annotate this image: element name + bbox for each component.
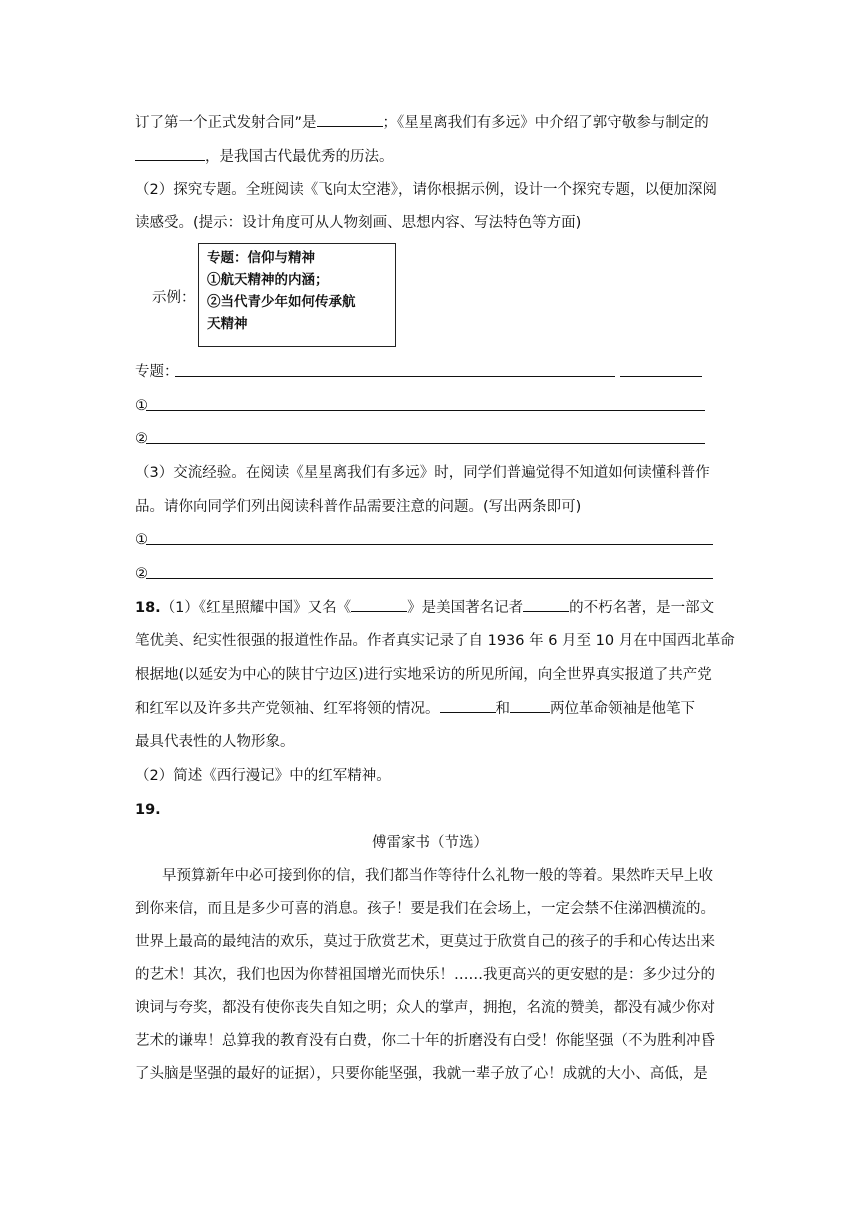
- topic-answer-line-2[interactable]: [620, 376, 702, 377]
- item-marker: ②: [135, 431, 148, 447]
- passage-line: 谀词与夸奖，都没有使你丧失自知之明；众人的掌声，拥抱，名流的赞美，都没有减少你对: [135, 1000, 715, 1016]
- q17-3-line-1: （3）交流经验。在阅读《星星离我们有多远》时，同学们普遍觉得不知道如何读懂科普作: [135, 465, 710, 481]
- passage-line: 的艺术！其次，我们也因为你替祖国增光而快乐！……我更高兴的更安慰的是：多少过分的: [135, 967, 715, 983]
- question-number: 18.: [135, 600, 161, 616]
- q17-3-line-2: 品。请你向同学们列出阅读科普作品需要注意的问题。(写出两条即可): [135, 499, 582, 515]
- answer-blank[interactable]: [440, 698, 496, 713]
- text: 》是美国著名记者: [407, 600, 524, 616]
- q18-part-2: （2）简述《西行漫记》中的红军精神。: [135, 768, 391, 784]
- text: 两位革命领袖是他笔下: [550, 701, 695, 717]
- example-label: 示例：: [152, 290, 196, 306]
- text: 订了第一个正式发射合同”是: [135, 115, 317, 131]
- topic-label: 专题：: [135, 364, 179, 380]
- example-line: ②当代青少年如何传承航: [207, 294, 356, 310]
- item-2-answer-line[interactable]: [146, 443, 705, 444]
- answer-blank[interactable]: [510, 698, 550, 713]
- answer-blank[interactable]: [317, 112, 383, 127]
- passage-line: 艺术的谦卑！总算我的教育没有白费，你二十年的折磨没有白受！你能坚强（不为胜利冲昏: [135, 1033, 715, 1049]
- topic-answer-line[interactable]: [175, 376, 615, 377]
- example-line: ①航天精神的内涵；: [207, 272, 329, 288]
- text: 的不朽名著，是一部文: [569, 600, 715, 616]
- q18-line-1: [135, 597, 735, 618]
- q18-line-2: 笔优美、纪实性很强的报道性作品。作者真实记录了自 1936 年 6 月至 10 月在中国西北革命: [135, 633, 735, 649]
- q18-line-3: 根据地(以延安为中心的陕甘宁边区)进行实地采访的所见所闻，向全世界真实报道了共产党: [135, 667, 712, 683]
- answer-blank[interactable]: [351, 597, 407, 612]
- q17-2-line-2: 读感受。(提示：设计角度可从人物刻画、思想内容、写法特色等方面): [135, 215, 582, 231]
- item-1-answer-line[interactable]: [146, 410, 705, 411]
- passage-line: 早预算新年中必可接到你的信，我们都当作等待什么礼物一般的等着。果然昨天早上收: [162, 868, 713, 884]
- passage-line: 世界上最高的最纯洁的欢乐，莫过于欣赏艺术，更莫过于欣赏自己的孩子的手和心传达出来: [135, 934, 715, 950]
- q17-cont-line-1: [135, 112, 735, 133]
- q17-cont-line-2: [135, 146, 735, 167]
- item-marker: ①: [135, 532, 148, 548]
- answer-blank[interactable]: [523, 597, 569, 612]
- text: ；《星星离我们有多远》中介绍了郭守敬参与制定的: [382, 115, 709, 131]
- example-box: [198, 243, 396, 347]
- item-2-answer-line[interactable]: [146, 578, 713, 579]
- answer-blank[interactable]: [135, 146, 205, 161]
- q17-2-line-1: （2）探究专题。全班阅读《飞向太空港》，请你根据示例，设计一个探究专题，以便加深阅: [135, 182, 717, 198]
- passage-line: 了头脑是坚强的最好的证据），只要你能坚强，我就一辈子放了心！成就的大小、高低，是: [135, 1066, 708, 1082]
- text: ，是我国古代最优秀的历法。: [205, 149, 394, 165]
- example-line: 专题：信仰与精神: [207, 250, 315, 266]
- question-number: 19.: [135, 802, 161, 818]
- item-marker: ①: [135, 398, 148, 414]
- q18-line-5: 最具代表性的人物形象。: [135, 734, 295, 750]
- text: （1）《红星照耀中国》又名《: [160, 600, 352, 616]
- text: 和: [495, 701, 510, 717]
- text: 和红军以及许多共产党领袖、红军将领的情况。: [135, 701, 440, 717]
- passage-title: 傅雷家书（节选）: [372, 835, 488, 851]
- item-1-answer-line[interactable]: [146, 544, 713, 545]
- example-line: 天精神: [207, 316, 248, 332]
- passage-line: 到你来信，而且是多少可喜的消息。孩子！要是我们在会场上，一定会禁不住涕泗横流的。: [135, 901, 715, 917]
- item-marker: ②: [135, 566, 148, 582]
- q18-line-4: [135, 698, 735, 719]
